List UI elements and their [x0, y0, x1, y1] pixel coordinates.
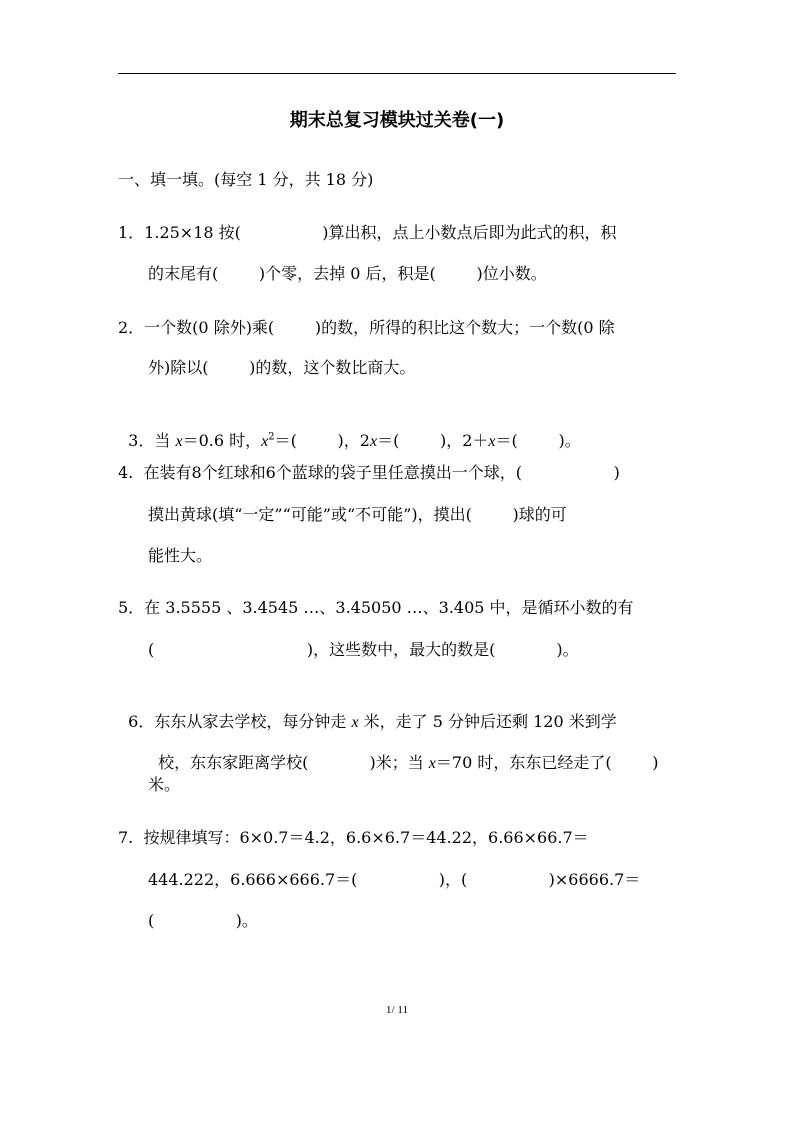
q3-var-x: x: [488, 433, 496, 450]
question-4-line-2: 摸出黄球(填“一定”“可能”或“不可能”)，摸出( )球的可: [148, 505, 567, 524]
question-7-line-3: ( )。: [148, 911, 258, 930]
question-5-line-1: 5．在 3.5555 、3.4545 …、3.45050 …、3.405 中，是循环小数的有: [118, 598, 634, 617]
q3-text-a: 3．当: [128, 431, 176, 450]
q6-text-c: 校，东东家距离学校( )米；当: [158, 753, 429, 772]
question-6-line-2: [148, 733, 659, 774]
page-title: 期末总复习模块过关卷(一): [289, 110, 505, 131]
q3-text-b: ＝0.6 时，: [182, 431, 262, 450]
question-4-line-3: 能性大。: [148, 546, 213, 565]
question-2-line-1: 2．一个数(0 除外)乘( )的数，所得的积比这个数大；一个数(0 除: [118, 318, 615, 337]
question-2-line-2: 外)除以( )的数，这个数比商大。: [148, 358, 416, 377]
q3-text-e: ＝( )。: [495, 431, 581, 450]
question-4-line-1: 4. 在装有8个红球和6个蓝球的袋子里任意摸出一个球，( ): [118, 463, 620, 482]
question-7-line-2: 444.222，6.666×666.7＝( )，( )×6666.7＝: [148, 870, 641, 889]
page-number: 1/ 11: [386, 1004, 408, 1016]
q6-text-a: 6．东东从家去学校，每分钟走: [128, 712, 352, 731]
q3-var-x: x: [369, 433, 378, 450]
question-6-line-1: [118, 692, 617, 733]
question-5-line-2: ( )，这些数中，最大的数是( )。: [148, 640, 579, 659]
question-3-line-1: [118, 411, 581, 452]
question-1-line-1: 1．1.25×18 按( )算出积，点上小数点后即为此式的积，积: [118, 223, 617, 242]
q6-var-x: x: [428, 755, 436, 772]
question-7-line-1: 7. 按规律填写：6×0.7＝4.2，6.6×6.7＝44.22，6.66×66.7＝: [118, 828, 589, 847]
q6-text-d: ＝70 时，东东已经走了( ): [435, 753, 659, 772]
q6-text-b: 米，走了 5 分钟后还剩 120 米到学: [358, 712, 617, 731]
q3-exponent: 2: [268, 431, 275, 443]
header-rule: [118, 73, 676, 74]
section-heading: 一、填一填。(每空 1 分，共 18 分): [118, 170, 374, 189]
question-6-line-3: 米。: [148, 775, 181, 794]
q3-var-x: x: [175, 433, 183, 450]
q3-text-c: ＝( )，2: [274, 431, 370, 450]
question-1-line-2: 的末尾有( )个零，去掉 0 后，积是( )位小数。: [148, 264, 547, 283]
q6-var-x: x: [351, 714, 359, 731]
q3-var-x: x: [261, 433, 269, 450]
q3-text-d: ＝( )，2＋: [377, 431, 489, 450]
